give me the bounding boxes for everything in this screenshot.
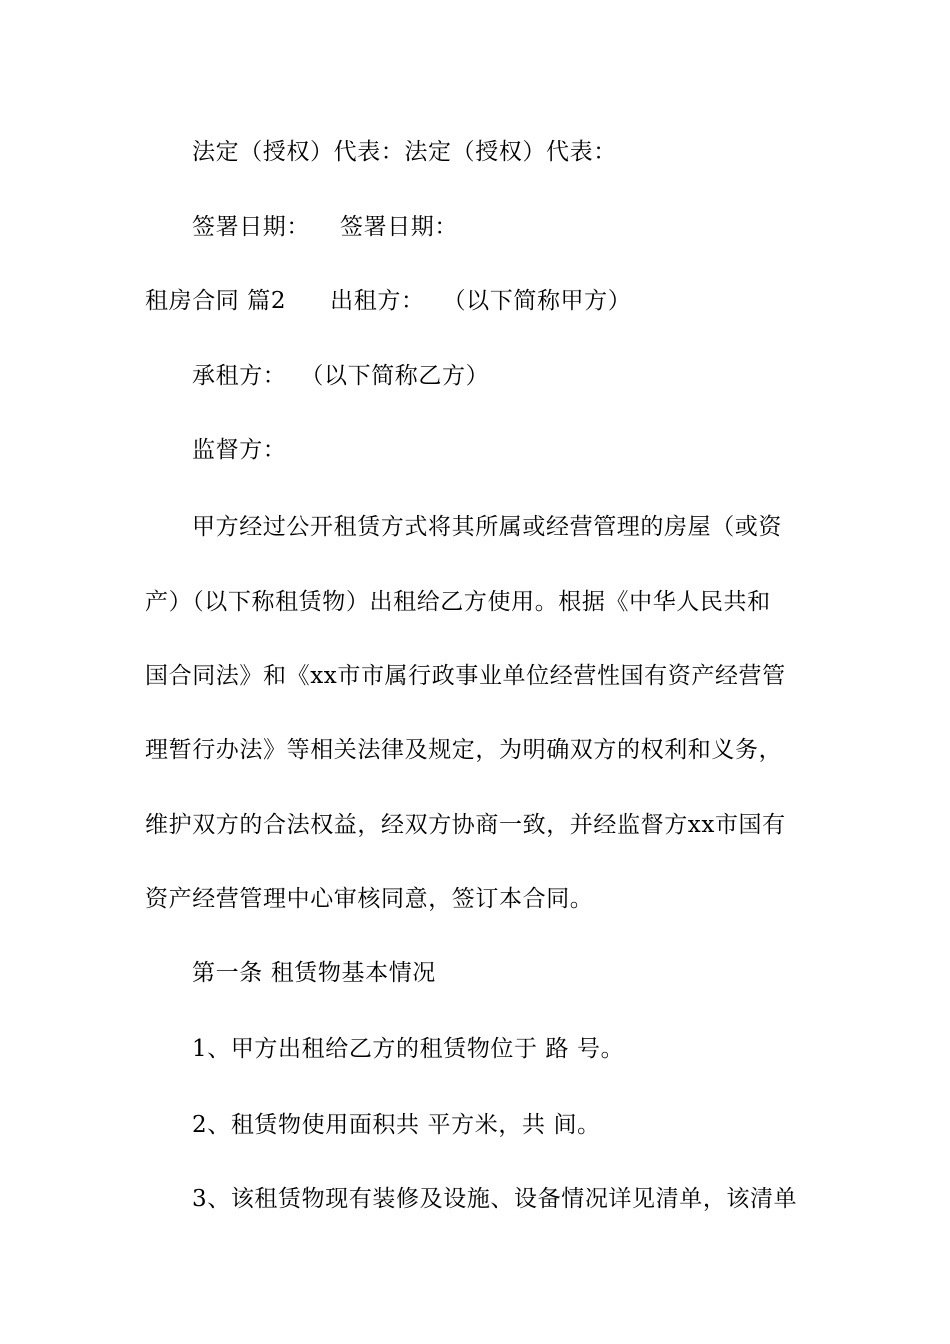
clause-text: 1、甲方出租给乙方的租赁物位于 路 号。 <box>192 1036 625 1062</box>
contract-title: 租房合同 篇2 <box>145 288 287 314</box>
clause-item <box>192 1184 797 1214</box>
body-line <box>145 661 786 691</box>
contract-heading-line <box>145 286 631 316</box>
lessee-line <box>192 361 489 391</box>
body-text: 资产经营管理中心审核同意，签订本合同。 <box>145 886 594 912</box>
body-line <box>145 884 593 914</box>
body-text: 甲方经过公开租赁方式将其所属或经营管理的房屋（或资 <box>192 514 782 540</box>
lessee-note: （以下简称乙方） <box>300 363 490 389</box>
clause-text: 3、该租赁物现有装修及设施、设备情况详见清单，该清单 <box>192 1186 798 1212</box>
body-text: 产）（以下称租赁物）出租给乙方使用。根据《中华人民共和 <box>145 589 771 615</box>
article-heading-text: 第一条 租赁物基本情况 <box>192 960 436 986</box>
body-text: 理暂行办法》等相关法律及规定，为明确双方的权利和义务， <box>145 737 783 763</box>
signing-date-label-a: 签署日期： <box>192 214 310 240</box>
representative-line <box>192 137 617 167</box>
body-line <box>145 587 771 617</box>
signing-date-label-b: 签署日期： <box>340 214 458 240</box>
signing-date-line <box>192 212 458 242</box>
lessee-label: 承租方： <box>192 363 287 389</box>
body-line <box>145 735 782 765</box>
supervisor-label: 监督方： <box>192 437 287 463</box>
body-line <box>145 810 786 840</box>
body-text: 维护双方的合法权益，经双方协商一致，并经监督方xx市国有 <box>145 812 786 838</box>
clause-text: 2、租赁物使用面积共 平方米，共 间。 <box>192 1112 601 1138</box>
lessor-label: 出租方： <box>330 288 425 314</box>
supervisor-line <box>192 435 286 465</box>
body-text: 国合同法》和《xx市市属行政事业单位经营性国有资产经营管 <box>145 663 786 689</box>
clause-item <box>192 1034 624 1064</box>
clause-item <box>192 1110 601 1140</box>
lessor-note: （以下简称甲方） <box>442 288 632 314</box>
article-heading <box>192 958 436 988</box>
body-line <box>192 512 782 542</box>
representative-text: 法定（授权）代表：法定（授权）代表： <box>192 139 617 165</box>
